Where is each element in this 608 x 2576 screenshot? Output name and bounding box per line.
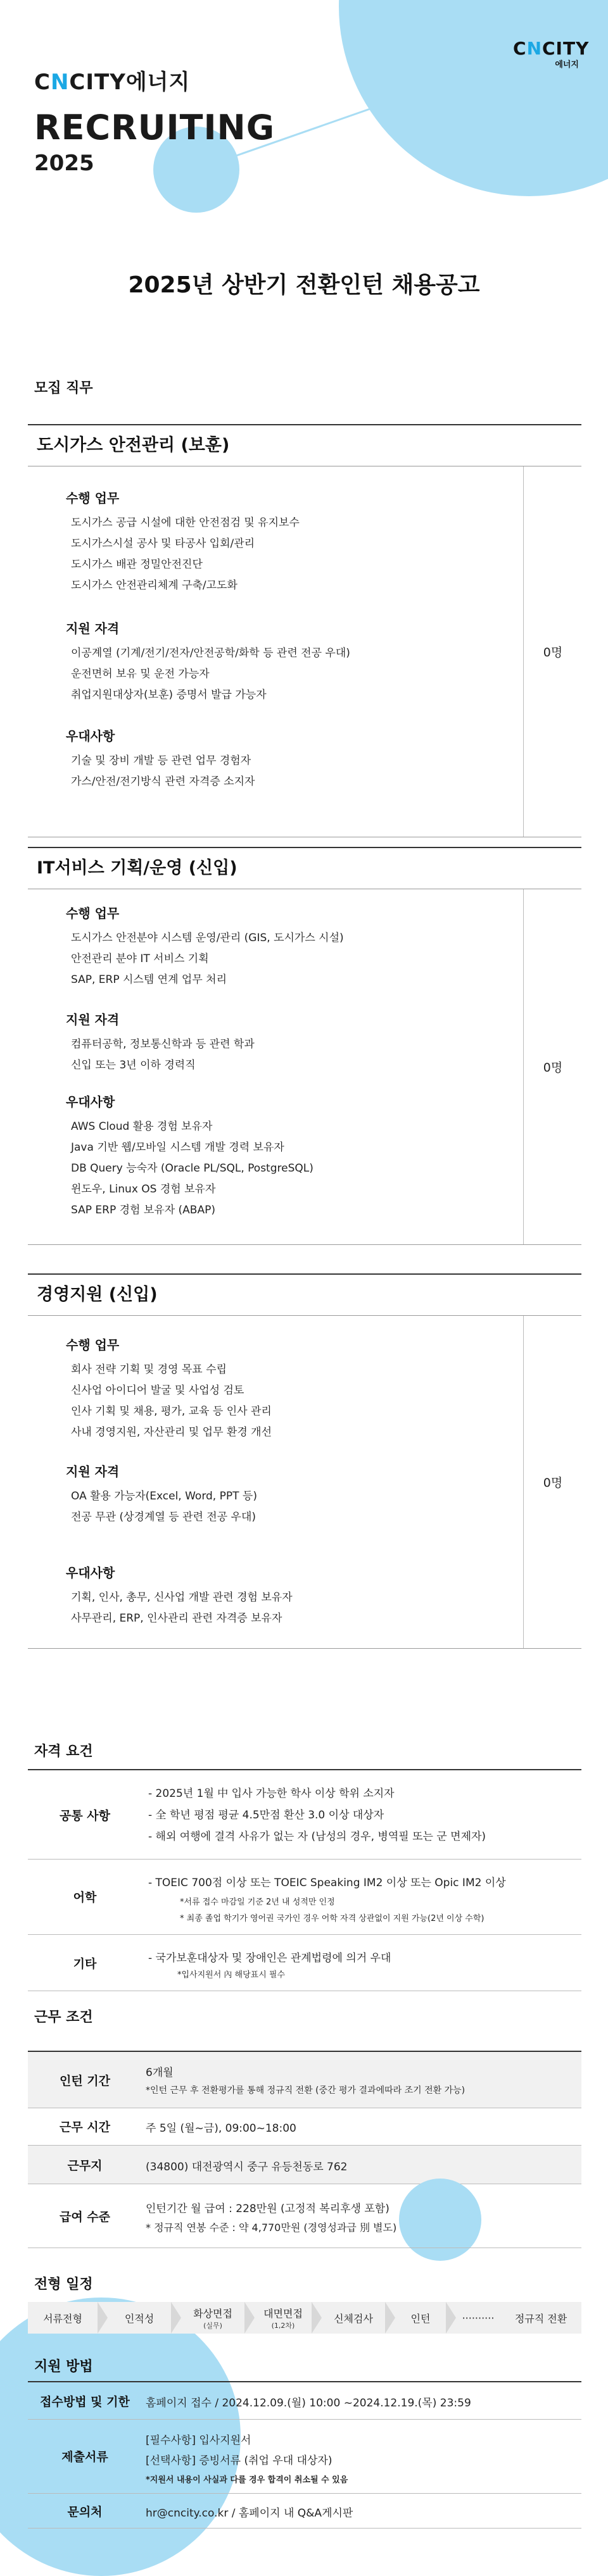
chevron-right-icon (171, 2302, 181, 2334)
apply-row-method: 접수방법 및 기한 홈페이지 접수 / 2024.12.09.(월) 10:00 ~2024.12.19.(목) 23:59 (28, 2381, 581, 2420)
job-card-safety (28, 424, 581, 837)
top-logo: CNCITY 에너지 (513, 38, 590, 70)
qual-row-etc: 기타 - 국가보훈대상자 및 장애인은 관계법령에 의거 우대 *입사지원서 內 해당표시 필수 (28, 1935, 581, 1991)
process-step: 인턴 (410, 2312, 431, 2325)
job-headcount: 0명 (543, 1476, 563, 1490)
process-step-final: 정규직 전환 (514, 2312, 567, 2325)
job-group: 우대사항 AWS Cloud 활용 경험 보유자 Java 기반 웹/모바일 시스템 개발 경력 보유자 DB Query 능숙자 (Oracle PL/SQL, PostgreSQL) 윈도우, Linux OS 경험 보유자 SAP ERP 경험 보유자 (ABAP) (66, 1094, 314, 1216)
process-step: 대면면접 (1,2차) (263, 2307, 303, 2330)
work-row-hours: 근무 시간 주 5일 (월~금), 09:00~18:00 (28, 2107, 581, 2146)
job-group: 지원 자격 컴퓨터공학, 정보통신학과 등 관련 학과 신입 또는 3년 이하 경력직 (66, 1012, 255, 1072)
job-group: 수행 업무 도시가스 안전분야 시스템 운영/관리 (GIS, 도시가스 시설) 안전관리 분야 IT 서비스 기획 SAP, ERP 시스템 연계 업무 처리 (66, 906, 344, 986)
job-group: 지원 자격 이공계열 (기계/전기/전자/안전공학/화학 등 관련 전공 우대) 운전면허 보유 및 운전 가능자 취업지원대상자(보훈) 증명서 발급 가능자 (66, 621, 350, 701)
section-process-heading: 전형 일정 (34, 2277, 93, 2292)
apply-row-contact: 문의처 hr@cncity.co.kr / 홈페이지 내 Q&A게시판 (28, 2494, 581, 2529)
job-title: 도시가스 안전관리 (보훈) (28, 425, 581, 466)
qual-row-language: 어학 - TOEIC 700점 이상 또는 TOEIC Speaking IM2 이상 또는 Opic IM2 이상 *서류 접수 마감일 기준 2년 내 성적만 인정 * 최종 졸업 학기가 영어권 국가인 경우 어학 자격 상관없이 지원 가능(2년 이상 수학) (28, 1858, 581, 1935)
process-step: 화상면접 (실무) (193, 2307, 232, 2330)
process-step: 신체검사 (334, 2312, 373, 2325)
chevron-right-icon (244, 2302, 255, 2334)
page-title: 2025년 상반기 전환인턴 채용공고 (128, 272, 480, 298)
section-jobs-heading: 모집 직무 (34, 380, 93, 396)
job-group: 수행 업무 도시가스 공급 시설에 대한 안전점검 및 유지보수 도시가스시설 공사 및 타공사 입회/관리 도시가스 배관 정밀안전진단 도시가스 안전관리체계 구축/고도화 (66, 491, 300, 592)
chevron-right-icon (312, 2302, 322, 2334)
logo: CNCITY에너지 (34, 70, 191, 95)
job-group: 우대사항 기획, 인사, 총무, 신사업 개발 관련 경험 보유자 사무관리, ERP, 인사관리 관련 자격증 보유자 (66, 1565, 293, 1625)
job-headcount: 0명 (543, 1061, 563, 1075)
chevron-right-icon (446, 2302, 456, 2334)
section-apply-heading: 지원 방법 (34, 2359, 93, 2375)
job-group: 지원 자격 OA 활용 가능자(Excel, Word, PPT 등) 전공 무관 (상경계열 등 관련 전공 우대) (66, 1464, 257, 1523)
process-step: 서류전형 (43, 2312, 82, 2325)
work-row-period: 인턴 기간 6개월 *인턴 근무 후 전환평가를 통해 정규직 전환 (중간 평가 결과에따라 조기 전환 가능) (28, 2051, 581, 2108)
chevron-right-icon (98, 2302, 108, 2334)
section-work-heading: 근무 조건 (34, 2010, 93, 2025)
qual-row-common: 공통 사항 - 2025년 1월 中 입사 가능한 학사 이상 학위 소지자 - 全 학년 평점 평균 4.5만점 환산 3.0 이상 대상자 - 해외 여행에 결격 사유가 없는 자 (남성의 경우, 병역필 또는 군 면제자) (28, 1769, 581, 1860)
job-card-it (28, 847, 581, 1245)
year-heading: 2025 (34, 151, 94, 176)
work-row-salary: 급여 수준 인턴기간 월 급여 : 228만원 (고정적 복리후생 포함) * 정규직 연봉 수준 : 약 4,770만원 (경영성과급 別 별도) (28, 2184, 581, 2248)
job-headcount: 0명 (543, 646, 563, 660)
job-title: IT서비스 기획/운영 (신입) (28, 848, 581, 889)
section-qual-heading: 자격 요건 (34, 1744, 93, 1760)
job-group: 우대사항 기술 및 장비 개발 등 관련 업무 경험자 가스/안전/전기방식 관련 자격증 소지자 (66, 728, 255, 788)
job-title: 경영지원 (신입) (28, 1275, 581, 1316)
process-dots: ·········· (462, 2311, 495, 2324)
apply-row-docs: 제출서류 [필수사항] 입사지원서 [선택사항] 증빙서류 (취업 우대 대상자) *지원서 내용이 사실과 다를 경우 합격이 취소될 수 있음 (28, 2418, 581, 2494)
job-card-management (28, 1273, 581, 1649)
work-row-location: 근무지 (34800) 대전광역시 중구 유등천동로 762 (28, 2146, 581, 2184)
chevron-right-icon (385, 2302, 395, 2334)
job-group: 수행 업무 회사 전략 기획 및 경영 목표 수립 신사업 아이디어 발굴 및 사업성 검토 인사 기획 및 채용, 평가, 교육 등 인사 관리 사내 경영지원, 자산관리 및 업무 환경 개선 (66, 1337, 272, 1439)
process-step: 인적성 (124, 2312, 155, 2325)
contact-link[interactable]: hr@cncity.co.kr / 홈페이지 내 Q&A게시판 (146, 2507, 353, 2520)
recruiting-heading: RECRUITING (34, 108, 276, 147)
